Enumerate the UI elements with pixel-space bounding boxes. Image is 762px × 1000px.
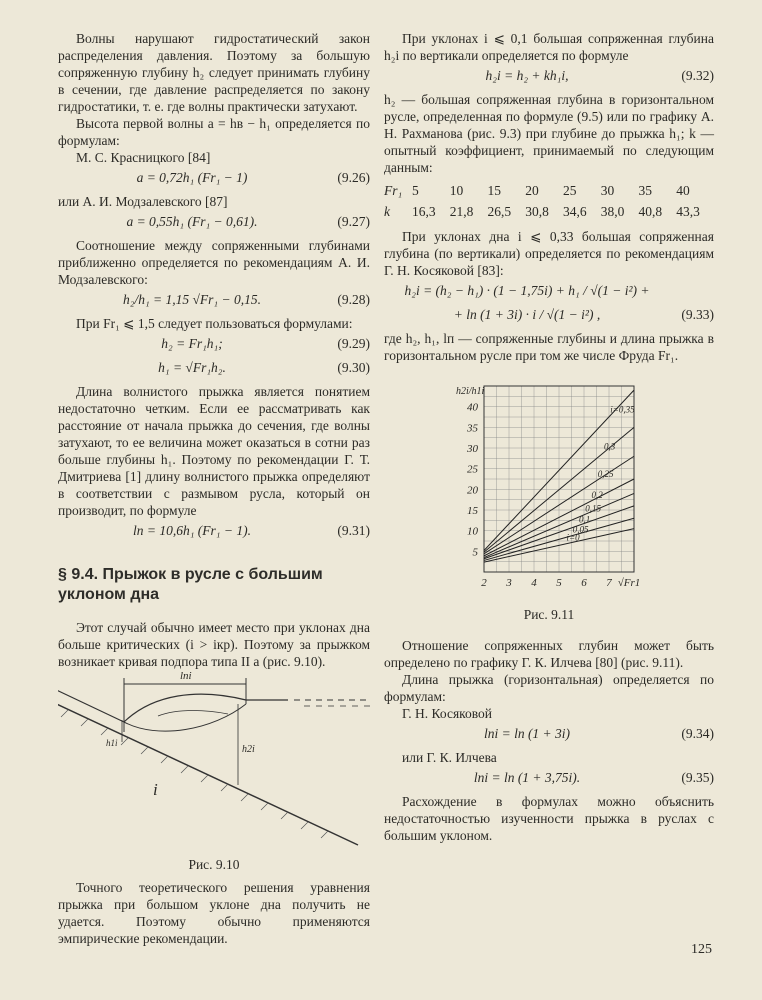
figure-9-10 — [58, 670, 370, 850]
table-cell: 40 — [676, 183, 690, 198]
x-tick-label: 6 — [581, 577, 587, 589]
equation-9-33-line1: h₂i = (h₂ − h₁) · (1 − 1,75i) + h₁ / √(1 − i²) + — [404, 283, 650, 298]
table-cell: 26,5 — [487, 204, 512, 219]
series-label: 0,1 — [579, 514, 591, 525]
left-column — [58, 30, 370, 947]
equation-9-31: lп = 10,6h₁ (Fr₁ − 1). (9.31) — [133, 523, 370, 538]
table-header: Fr₁ — [384, 183, 403, 198]
x-tick-label: 4 — [531, 577, 537, 589]
y-tick-label: 40 — [467, 401, 478, 414]
x-tick-label: 7 — [606, 577, 612, 589]
series-label: 0,15 — [585, 503, 601, 514]
series-label: i=0,35 — [610, 404, 635, 415]
series-label: 0,3 — [604, 441, 616, 452]
equation-9-35: lпi = lп (1 + 3,75i). (9.35) — [473, 770, 714, 785]
table-cell: 25 — [563, 183, 577, 198]
section-heading: § 9.4. Прыжок в русле с большим уклоном дна — [58, 566, 323, 603]
paragraph: Длина прыжка (горизонтальная) определяется по формулам: — [384, 672, 714, 704]
y-tick-label: 20 — [467, 484, 478, 497]
right-column — [384, 30, 714, 844]
paragraph: М. С. Красницкого [84] — [76, 150, 211, 165]
table-cell: 5 — [412, 183, 419, 198]
coefficient-table — [384, 180, 714, 222]
paragraph: Расхождение в формулах можно объяснить недостаточностью изученности прыжка в руслах с большим уклоном. — [384, 794, 714, 843]
series-label: 0,25 — [597, 468, 614, 479]
x-tick-label: √Fr1 — [617, 577, 641, 589]
equation-9-32: h₂i = h₂ + kh₁i, (9.32) — [485, 68, 714, 83]
series-label: 0,05 — [572, 524, 589, 535]
equation-9-28: h₂/h₁ = 1,15 √Fr₁ − 0,15. (9.28) — [123, 292, 370, 307]
inflow-surface — [58, 686, 124, 722]
table-cell: 34,6 — [563, 204, 587, 219]
paragraph: Волны нарушают гидростатический закон распределения давления. Поэтому за большую сопряженную глубину h₂ следует принимать глубину в сечении, где давление распределяется по закону гидростатики, т. е. где волны практически затухают. — [58, 31, 370, 114]
bed-line — [58, 700, 358, 845]
equation-9-29: h₂ = Fr₁h₁; (9.29) — [161, 336, 370, 351]
y-tick-label: 30 — [467, 443, 478, 455]
table-cell: 40,8 — [638, 204, 663, 219]
x-tick-label: 2 — [481, 577, 487, 589]
table-cell: 43,3 — [676, 204, 700, 219]
table-cell: 10 — [449, 183, 464, 198]
page-number: 125 — [691, 942, 712, 957]
table-header: k — [384, 204, 390, 219]
figure-9-11-chart — [384, 372, 714, 600]
table-cell: 30,8 — [525, 204, 549, 219]
equation-9-33-line2: + lп (1 + 3i) · i / √(1 − i²) , (9.33) — [453, 307, 714, 322]
paragraph: Этот случай обычно имеет место при уклонах дна больше критических (i > iкр). Поэтому за прыжком возникает кривая подпора типа II a (рис. 9.10). — [58, 620, 370, 669]
roller-arrow — [158, 711, 228, 717]
equation-9-27: a = 0,55h₁ (Fr₁ − 0,61). (9.27) — [126, 214, 370, 229]
h2-label: h2i — [242, 744, 255, 755]
bed-hatching — [61, 710, 328, 838]
length-label: lпi — [180, 670, 192, 682]
slope-label: i — [153, 780, 158, 799]
table-cell: 16,3 — [412, 204, 436, 219]
table-cell: 30 — [600, 183, 615, 198]
table-cell: 38,0 — [600, 204, 625, 219]
paragraph: Высота первой волны a = hв − h₁ определяется по формулам: — [58, 116, 370, 148]
x-tick-label: 5 — [556, 577, 562, 589]
paragraph: Длина волнистого прыжка является понятием недостаточно четким. Если ее рассматривать как расстояние от начала прыжка до сечения, где волны затухают, то ее величина может оказаться в сотни раз больше глубины h₁. Поэтому по рекомендации Г. Т. Дмитриева [1] длину волнистого прыжка определяют в соответствии с размывом русла, который он производит, по формуле — [58, 384, 370, 518]
y-axis-label: h2i/h1i — [456, 386, 485, 397]
y-tick-label: 10 — [467, 525, 478, 538]
paragraph: Отношение сопряженных глубин может быть определено по графику Г. К. Илчева [80] (рис. 9.11). — [384, 638, 714, 670]
paragraph: При уклонах i ⩽ 0,1 большая сопряженная глубина h₂i по вертикали определяется по формуле — [384, 31, 714, 63]
table-cell: 15 — [487, 183, 501, 198]
table-row — [384, 180, 714, 201]
y-tick-label: 35 — [467, 422, 478, 435]
figure-caption: Рис. 9.10 — [188, 857, 240, 872]
series-label: i=0 — [566, 532, 580, 543]
x-tick-label: 3 — [506, 577, 512, 589]
y-tick-label: 15 — [467, 505, 478, 517]
h1-label: h1i — [106, 738, 118, 748]
figure-caption: Рис. 9.11 — [523, 607, 575, 622]
table-cell: 20 — [525, 183, 539, 198]
equation-9-26: a = 0,72h₁ (Fr₁ − 1) (9.26) — [136, 170, 370, 185]
paragraph: h₂ — большая сопряженная глубина в горизонтальном русле, определенная по формуле (9.5) или по графику А. Н. Рахманова (рис. 9.3) при глубине до прыжка h₁; k — опытный коэффициент, принимаемый по следующим данным: — [384, 92, 714, 175]
table-cell: 35 — [638, 183, 652, 198]
paragraph: Г. Н. Косяковой — [402, 706, 493, 721]
paragraph: или А. И. Модзалевского [87] — [58, 194, 228, 209]
paragraph: Соотношение между сопряженными глубинами приближенно определяется по рекомендациям А. И. Модзалевского: — [58, 238, 370, 287]
paragraph: Точного теоретического решения уравнения прыжка при большом уклоне дна получить не удается. Поэтому обычно применяются эмпирические рекомендации. — [58, 880, 370, 946]
jump-surface — [124, 694, 288, 722]
paragraph: При Fr₁ ⩽ 1,5 следует пользоваться формулами: — [76, 316, 353, 331]
paragraph: где h₂, h₁, lп — сопряженные глубины и длина прыжка в горизонтальном русле при том же числе Фруда Fr₁. — [384, 331, 714, 363]
table-cell: 21,8 — [449, 204, 474, 219]
equation-9-30: h₁ = √Fr₁h₂. (9.30) — [158, 360, 370, 375]
y-tick-label: 5 — [472, 546, 478, 559]
series-label: 0,2 — [591, 489, 603, 500]
equation-9-34: lпi = lп (1 + 3i) (9.34) — [483, 726, 714, 741]
paragraph: При уклонах дна i ⩽ 0,33 большая сопряженная глубина (по вертикали) определяется по рекомендациям Г. Н. Косяковой [83]: — [384, 229, 714, 278]
paragraph: или Г. К. Илчева — [402, 750, 497, 765]
y-tick-label: 25 — [467, 463, 478, 476]
table-row — [384, 201, 714, 222]
